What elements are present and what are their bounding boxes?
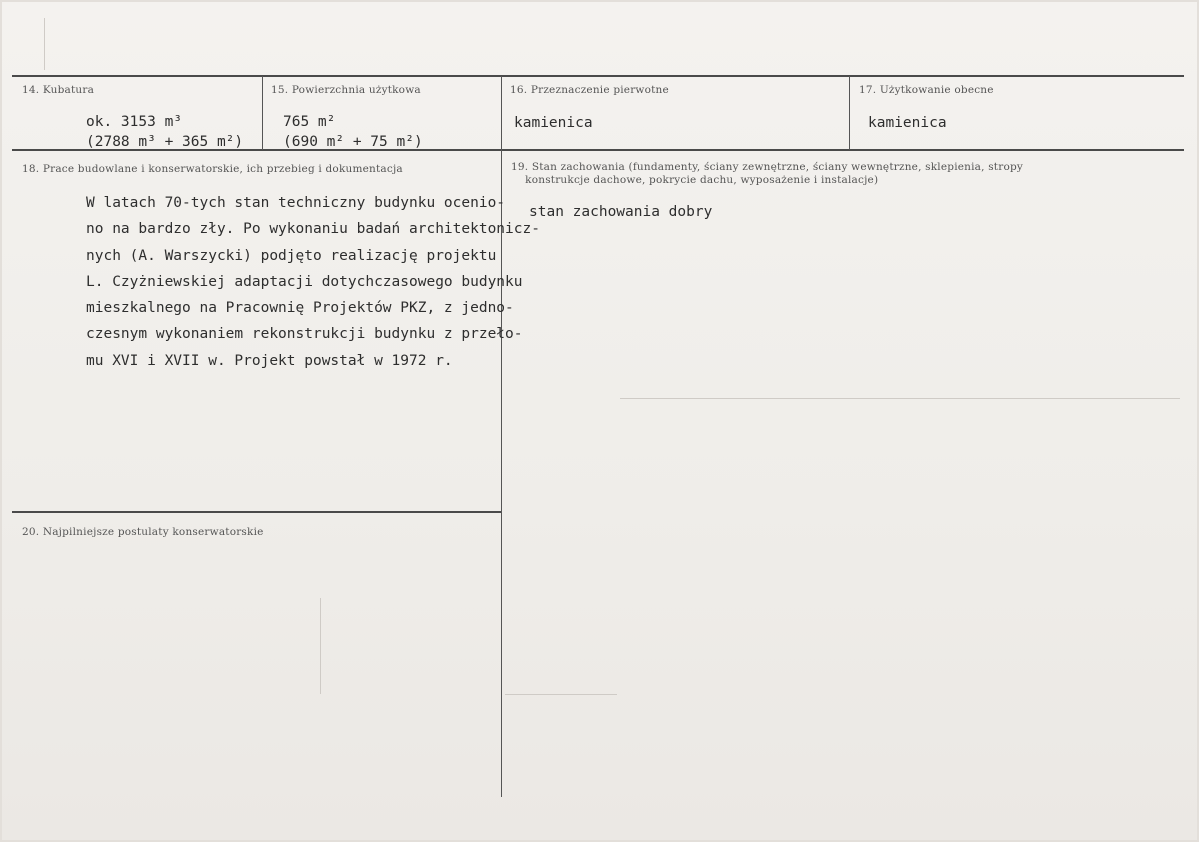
divider-15-16 — [501, 76, 502, 797]
field-17-value: kamienica — [868, 115, 947, 131]
field-15-detail: (690 m² + 75 m²) — [283, 134, 423, 150]
field-16-value: kamienica — [514, 115, 593, 131]
field-18-text: W latach 70-tych stan techniczny budynku ocenio- no na bardzo zły. Po wykonaniu badań architektonicz- nych (A. Warszycki) podjęto realizację projektu L. Czyżniewskiej adaptacji dotychczasowego budynku mieszkalnego na Pracownię Projektów PKZ, z jedno- czesnym wykonaniem rekonstrukcji budynku z przeło- mu XVI i XVII w. Projekt powstał w 1972 r. — [86, 195, 540, 369]
bleed-mark — [320, 598, 321, 694]
divider-16-17 — [849, 76, 850, 150]
field-15-label: 15. Powierzchnia użytkowa — [271, 84, 421, 96]
field-20-label: 20. Najpilniejsze postulaty konserwatorskie — [22, 526, 264, 538]
field-19-label: 19. Stan zachowania (fundamenty, ściany zewnętrzne, ściany wewnętrzne, sklepienia, stropy konstrukcje dachowe, pokrycie dachu, wyposażenie i instalacje) — [511, 161, 1024, 186]
divider-14-15 — [262, 76, 263, 150]
bleed-mark — [44, 18, 45, 70]
field-14-label: 14. Kubatura — [22, 84, 95, 96]
top-rule — [12, 75, 1184, 77]
bleed-mark — [620, 398, 1180, 399]
field-14-value: ok. 3153 m³ — [86, 114, 183, 130]
field-14-detail: (2788 m³ + 365 m²) — [86, 134, 244, 150]
field-18-label: 18. Prace budowlane i konserwatorskie, ich przebieg i dokumentacja — [22, 163, 403, 175]
section20-top-rule — [12, 511, 502, 513]
field-15-value: 765 m² — [283, 114, 336, 130]
field-17-label: 17. Użytkowanie obecne — [859, 84, 994, 96]
field-16-label: 16. Przeznaczenie pierwotne — [510, 84, 669, 96]
field-19-value: stan zachowania dobry — [529, 204, 713, 220]
bleed-mark — [505, 694, 617, 695]
